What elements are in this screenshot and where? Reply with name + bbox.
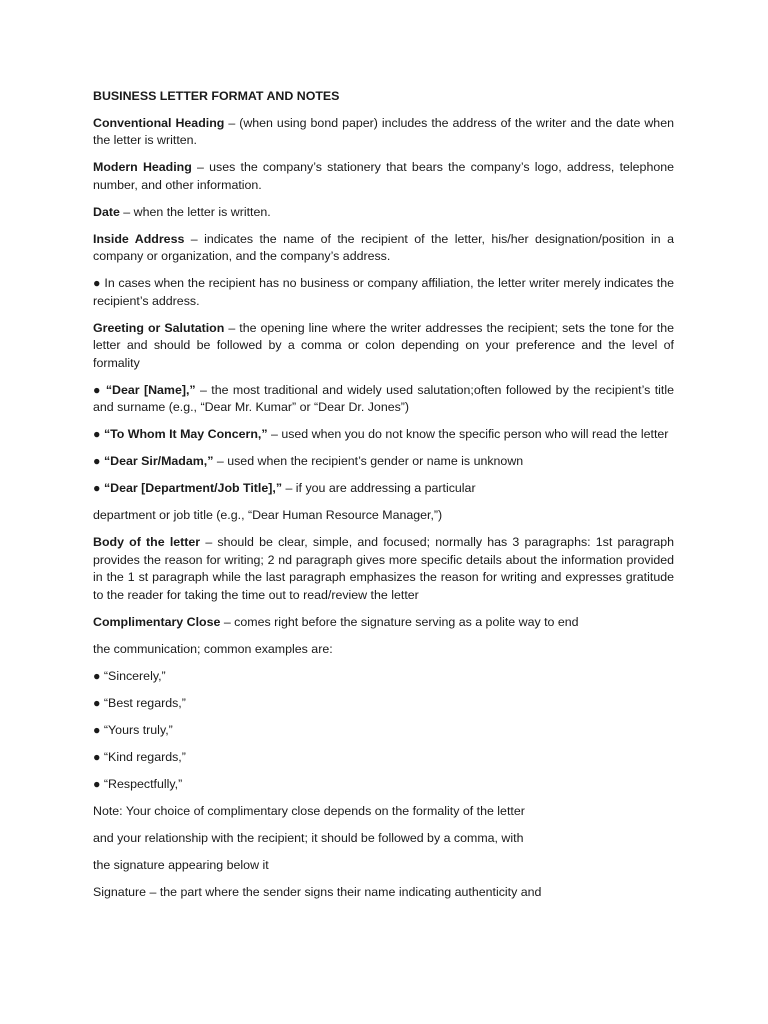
definition-body: – should be clear, simple, and focused; normally has 3 paragraphs: 1st paragraph provides the reason for writing; 2 nd paragraph gives more specific details about the information provided in the 1 st paragraph while the last paragraph emphasizes the reason for writing and expresses gratitude to the reader for taking the time out to read/review the letter: [93, 535, 675, 602]
close-continuation: the communication; common examples are:: [93, 641, 333, 656]
definition-date: – when the letter is written.: [119, 204, 271, 219]
modern-heading-paragraph: [93, 159, 674, 194]
salutation-item: [93, 480, 674, 498]
note-line: the signature appearing below it: [93, 857, 269, 872]
salutation-term: “Dear [Name],”: [105, 382, 196, 397]
close-example: ● “Kind regards,”: [93, 749, 186, 764]
bullet: ●: [93, 427, 104, 441]
greeting-paragraph: [93, 320, 674, 373]
definition-complimentary-close: – comes right before the signature serving as a polite way to end: [220, 614, 579, 629]
signature-line: Signature – the part where the sender signs their name indicating authenticity and: [93, 884, 542, 899]
document-page: [93, 88, 674, 911]
complimentary-close-paragraph: [93, 614, 674, 632]
salutation-item: [93, 382, 674, 417]
body-paragraph: [93, 534, 674, 604]
term-greeting: Greeting or Salutation: [93, 320, 225, 335]
salutation-description: – used when the recipient’s gender or name is unknown: [213, 454, 524, 468]
salutation-item: [93, 426, 674, 444]
conventional-heading-paragraph: [93, 115, 674, 150]
salutation-description: – used when you do not know the specific person who will read the letter: [267, 427, 669, 441]
term-inside-address: Inside Address: [93, 231, 185, 246]
inside-address-note: ● In cases when the recipient has no business or company affiliation, the letter writer merely indicates the recipient’s address.: [93, 276, 674, 308]
close-example: ● “Best regards,”: [93, 695, 186, 710]
salutation-term: “Dear [Department/Job Title],”: [103, 481, 283, 495]
term-body: Body of the letter: [93, 535, 201, 549]
definition-modern-heading: – uses the company’s stationery that bears the company’s logo, address, telephone number, and other information.: [93, 160, 675, 192]
definition-greeting: – the opening line where the writer addresses the recipient; sets the tone for the letter and should be followed by a comma or colon depending on your preference and the level of formality: [93, 320, 674, 370]
inside-address-paragraph: [93, 231, 674, 266]
note-line: and your relationship with the recipient; it should be followed by a comma, with: [93, 830, 524, 845]
close-example: ● “Respectfully,”: [93, 776, 183, 791]
salutation-term: “To Whom It May Concern,”: [103, 427, 268, 441]
close-example: ● “Sincerely,”: [93, 668, 166, 683]
term-modern-heading: Modern Heading: [93, 160, 192, 174]
salutation-item: [93, 453, 674, 471]
definition-conventional-heading: – (when using bond paper) includes the address of the writer and the date when the letter is written.: [93, 115, 674, 147]
term-date: Date: [93, 204, 120, 219]
bullet: ●: [93, 382, 106, 397]
salutation-description: – if you are addressing a particular: [282, 481, 476, 495]
salutation-description: – the most traditional and widely used salutation;often followed by the recipient’s title and surname (e.g., “Dear Mr. Kumar” or “Dear Dr. Jones”): [93, 382, 674, 414]
document-title: BUSINESS LETTER FORMAT AND NOTES: [93, 89, 340, 103]
salutation-term: “Dear Sir/Madam,”: [103, 454, 214, 468]
term-conventional-heading: Conventional Heading: [93, 115, 225, 130]
bullet: ●: [93, 481, 104, 495]
term-complimentary-close: Complimentary Close: [93, 614, 221, 629]
note-line: Note: Your choice of complimentary close depends on the formality of the letter: [93, 803, 525, 818]
close-example: ● “Yours truly,”: [93, 722, 173, 737]
definition-inside-address: – indicates the name of the recipient of the letter, his/her designation/position in a company or organization, and the company’s address.: [93, 231, 674, 263]
date-paragraph: [93, 204, 674, 222]
bullet: ●: [93, 454, 104, 468]
salutation-continuation: department or job title (e.g., “Dear Human Resource Manager,”): [93, 508, 443, 522]
